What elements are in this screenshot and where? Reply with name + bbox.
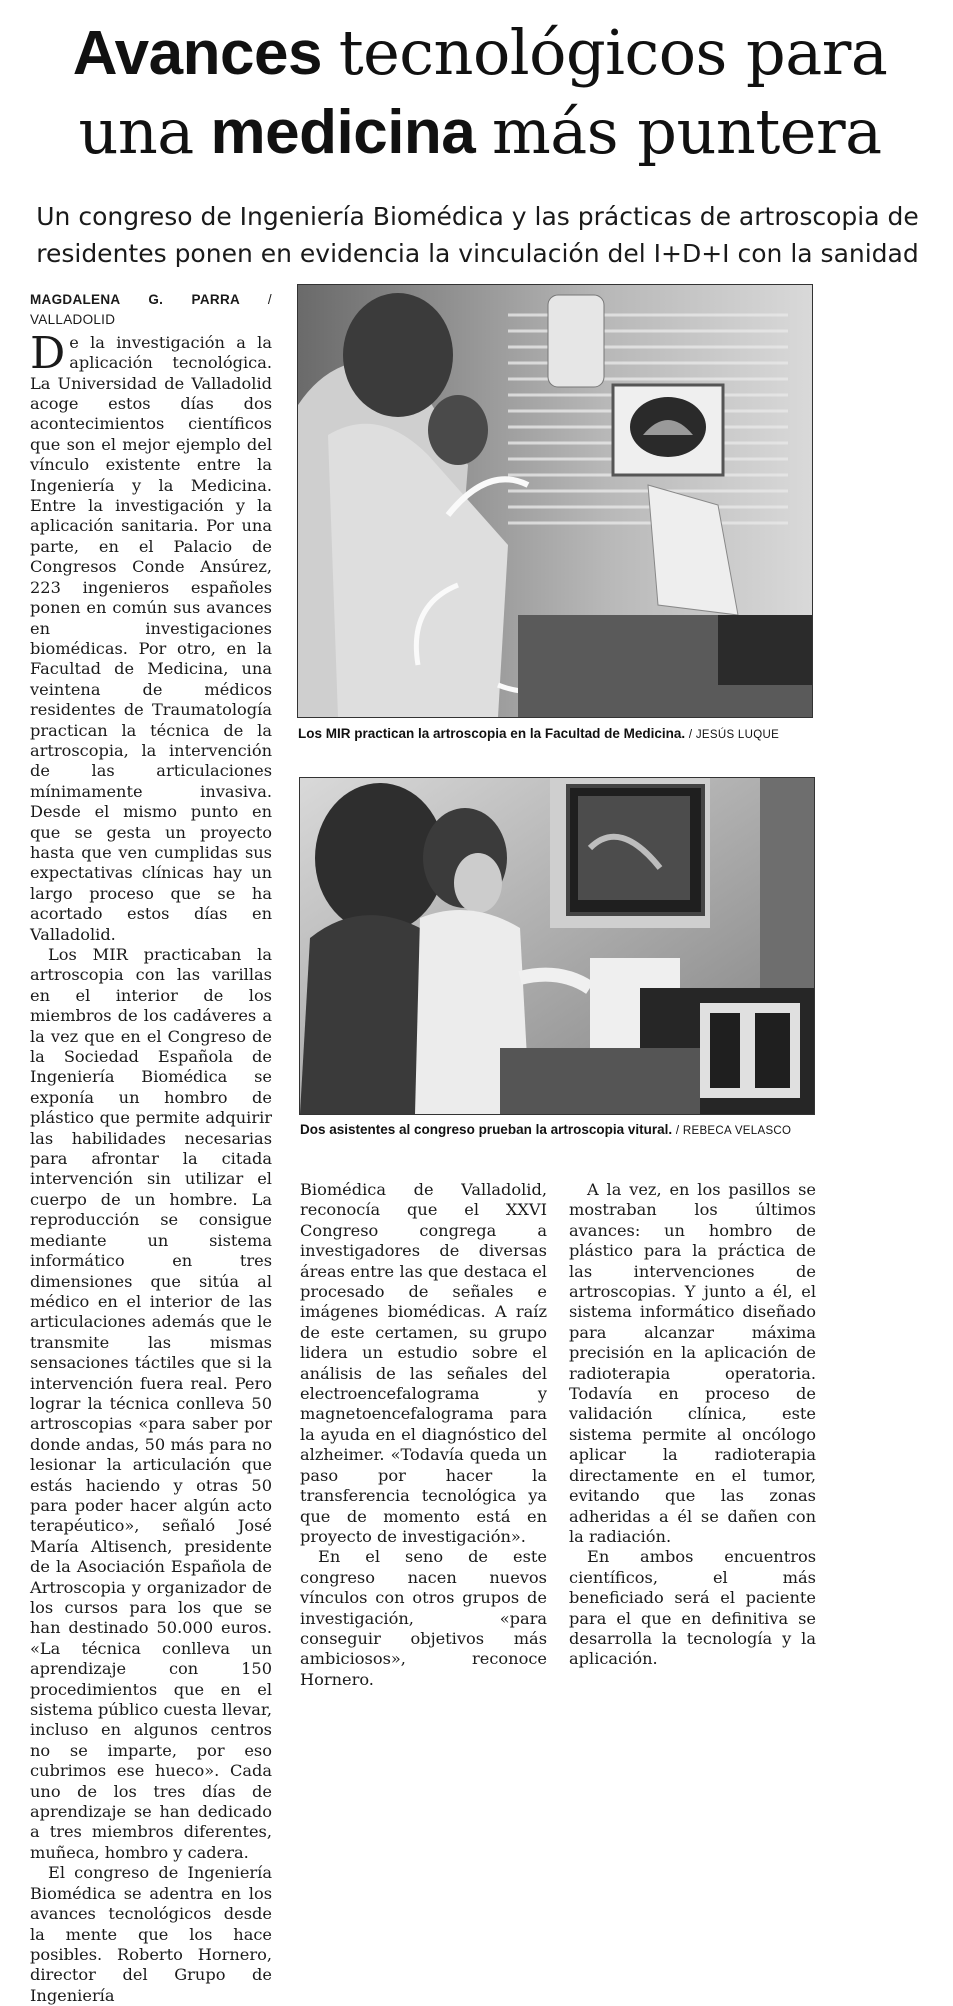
- headline-rest-1: tecnológicos para: [338, 16, 888, 89]
- photo-credit: / REBECA VELASCO: [675, 1125, 792, 1137]
- paragraph-text: e la investigación a la aplicación tecnológica. La Universidad de Valladolid acoge estos días dos acontecimientos científicos que son el mejor ejemplo del vínculo existente entre la Ingeniería y la Medicina. Entre la investigación y la aplicación sanitaria. Por una parte, en el Palacio de Congresos Conde Ansúrez, 223 ingenieros españoles ponen en común sus avances en investigaciones biomédicas. Por otro, en la Facultad de Medicina, una veintena de médicos residentes de Traumatología practican la técnica de la artroscopia, la intervención de las articulaciones mínimamente invasiva. Desde el mismo punto en que se gesta un proyecto hasta que ven cumplidas sus expectativas clínicas hay un largo proceso que se ha acortado estos días en Valladolid.: [30, 332, 272, 944]
- photo-caption-1: [298, 726, 818, 741]
- byline-city: / VALLADOLID: [30, 292, 272, 328]
- paragraph: En ambos encuentros científicos, el más beneficiado será el paciente para el que en definitiva se desarrolla la tecnología y la aplicación.: [569, 1547, 816, 1669]
- photo-caption-2: [300, 1122, 820, 1137]
- article-column-2: [300, 1180, 547, 1690]
- photo-arthroscopy-practice: [297, 284, 813, 718]
- paragraph: Los MIR practicaban la artroscopia con las varillas en el interior de los miembros de los cadáveres a la vez que en el Congreso de la Sociedad Española de Ingeniería Biomédica se exponía un hombro de plástico que permite adquirir las habilidades necesarias para afrontar la citada intervención sin utilizar el cuerpo de un hombre. La reproducción se consigue mediante un sistema informático en tres dimensiones que sitúa al médico en el interior de las articulaciones además que le transmite las mismas sensaciones táctiles que si la intervención fuera real. Pero lograr la técnica conlleva 50 artroscopias «para saber por donde andas, 50 más para no lesionar la articulación que estás haciendo y otras 50 para poder hacer algún acto terapéutico», señaló José María Altisench, presidente de la Asociación Española de Artroscopia y organizador de los cursos para los que se han destinado 50.000 euros. «La técnica conlleva un aprendizaje con 150 procedimientos que en el sistema público cuesta llevar, incluso en algunos centros no se imparte, por eso cubrimos ese hueco». Cada uno de los tres días de aprendizaje se han dedicado a tres miembros diferentes, muñeca, hombro y cadera.: [30, 945, 272, 1862]
- article-column-1: [30, 290, 272, 2006]
- caption-text: Dos asistentes al congreso prueban la artroscopia vitural.: [300, 1122, 673, 1137]
- photo-virtual-arthroscopy-image: [300, 778, 814, 1114]
- paragraph: Biomédica de Valladolid, reconocía que el XXVI Congreso congrega a investigadores de diversas áreas entre las que destaca el procesado de señales e imágenes biomédicas. A raíz de este certamen, su grupo lidera un estudio sobre el análisis de las señales del electroencefalograma y magnetoencefalograma para la ayuda en el diagnóstico del alzheimer. «Todavía queda un paso por hacer la transferencia tecnológica ya que de momento está en proyecto de investigación».: [300, 1180, 547, 1546]
- headline-line-1: [30, 14, 930, 93]
- photo-virtual-arthroscopy: [299, 777, 815, 1115]
- byline-author: MAGDALENA G. PARRA: [30, 292, 240, 307]
- photo-credit: / JESÚS LUQUE: [688, 729, 780, 741]
- paragraph: En el seno de este congreso nacen nuevos vínculos con otros grupos de investigación, «para conseguir objetivos más ambiciosos», reconoce Hornero.: [300, 1547, 547, 1689]
- article-column-3: [569, 1180, 816, 1670]
- subheadline: Un congreso de Ingeniería Biomédica y las prácticas de artroscopia de residentes ponen en evidencia la vinculación del I+D+I con la sanidad: [36, 202, 919, 268]
- headline: [30, 14, 930, 172]
- caption-text: Los MIR practican la artroscopia en la Facultad de Medicina.: [298, 726, 686, 741]
- headline-line-2: [30, 93, 930, 172]
- headline-bold-word-2: medicina: [210, 98, 476, 167]
- paragraph: A la vez, en los pasillos se mostraban los últimos avances: un hombro de plástico para la práctica de las intervenciones de artroscopias. Y junto a él, el sistema informático diseñado para alcanzar máxima precisión en la aplicación de radioterapia operatoria. Todavía en proceso de validación clínica, este sistema permite al oncólogo aplicar la radioterapia directamente en el tumor, evitando que las zonas adheridas a él se dañen con la radiación.: [569, 1180, 816, 1546]
- paragraph: El congreso de Ingeniería Biomédica se adentra en los avances tecnológicos desde la mente que los hace posibles. Roberto Hornero, director del Grupo de Ingeniería: [30, 1863, 272, 2005]
- headline-rest-2: más puntera: [492, 95, 882, 168]
- byline: [30, 290, 272, 331]
- headline-pre-2: una: [78, 95, 194, 168]
- headline-bold-word-1: Avances: [72, 19, 322, 88]
- paragraph: [30, 327, 272, 945]
- photo-arthroscopy-practice-image: [298, 285, 812, 717]
- drop-cap: D: [30, 327, 66, 379]
